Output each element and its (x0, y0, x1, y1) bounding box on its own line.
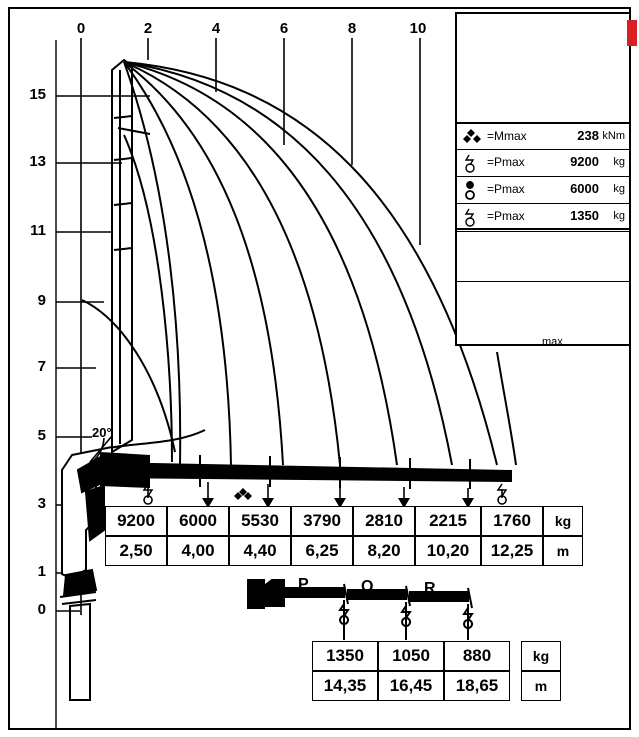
x-tick-0: 0 (76, 20, 86, 37)
y-tick-13: 13 (29, 153, 46, 170)
y-tick-0: 0 (37, 601, 46, 618)
section-label-q: Q (361, 578, 374, 595)
main-capacity-0: 9200 (105, 506, 167, 536)
legend-unit-0: kNm (602, 130, 625, 142)
y-tick-15: 15 (29, 86, 46, 103)
legend-value-3: 1350 (570, 208, 599, 223)
main-reach-2: 4,40 (229, 536, 291, 566)
mmax-icon (461, 127, 487, 148)
ext-reach-2: 18,65 (444, 671, 510, 701)
main-reach-3: 6,25 (291, 536, 353, 566)
legend-stability-row (457, 281, 629, 343)
x-tick-6: 6 (279, 20, 289, 37)
main-reach-6: 12,25 (481, 536, 543, 566)
section-label-r: R (424, 580, 436, 597)
legend-eq-1: =Pmax (487, 155, 525, 169)
legend-box (455, 12, 631, 346)
section-label-p: P (298, 576, 309, 593)
legend-unit-1: kg (613, 156, 625, 168)
ext-capacity-0: 1350 (312, 641, 378, 671)
main-capacity-5: 2215 (415, 506, 481, 536)
x-tick-4: 4 (211, 20, 221, 37)
main-capacity-4: 2810 (353, 506, 415, 536)
legend-value-1: 9200 (570, 154, 599, 169)
legend-row-mmax (457, 122, 629, 149)
legend-eq-3: =Pmax (487, 209, 525, 223)
legend-row-pmax-2 (457, 176, 629, 203)
legend-unit-2: kg (613, 183, 625, 195)
ext-capacity-1: 1050 (378, 641, 444, 671)
y-tick-3: 3 (37, 495, 46, 512)
x-tick-2: 2 (143, 20, 153, 37)
legend-unit-3: kg (613, 210, 625, 222)
legend-eq-0: =Mmax (487, 129, 527, 143)
main-capacity-6: 1760 (481, 506, 543, 536)
y-tick-5: 5 (37, 427, 46, 444)
hook3-icon (461, 207, 487, 228)
legend-value-0: 238 (577, 128, 599, 143)
legend-eq-2: =Pmax (487, 182, 525, 196)
ext-unit-m: m (521, 671, 561, 701)
legend-row-pmax-3 (457, 203, 629, 230)
y-tick-11: 11 (30, 222, 46, 239)
hook2-icon (461, 180, 487, 201)
main-capacity-3: 3790 (291, 506, 353, 536)
main-unit-kg: kg (543, 506, 583, 536)
ext-reach-0: 14,35 (312, 671, 378, 701)
legend-row-pmax-1 (457, 149, 629, 176)
legend-symbols-row (457, 231, 629, 282)
main-unit-m: m (543, 536, 583, 566)
main-reach-5: 10,20 (415, 536, 481, 566)
x-tick-10: 10 (409, 20, 427, 37)
ext-reach-1: 16,45 (378, 671, 444, 701)
main-reach-1: 4,00 (167, 536, 229, 566)
main-capacity-2: 5530 (229, 506, 291, 536)
main-capacity-1: 6000 (167, 506, 229, 536)
y-tick-1: 1 (37, 563, 46, 580)
ext-unit-kg: kg (521, 641, 561, 671)
hook1-icon (461, 153, 487, 174)
main-reach-0: 2,50 (105, 536, 167, 566)
y-tick-7: 7 (37, 358, 46, 375)
stability-max-label: max (542, 336, 563, 348)
x-tick-8: 8 (347, 20, 357, 37)
angle-annotation: 20° (92, 425, 112, 440)
main-reach-4: 8,20 (353, 536, 415, 566)
corner-marker (627, 20, 637, 46)
y-tick-9: 9 (37, 292, 46, 309)
legend-value-2: 6000 (570, 181, 599, 196)
ext-capacity-2: 880 (444, 641, 510, 671)
